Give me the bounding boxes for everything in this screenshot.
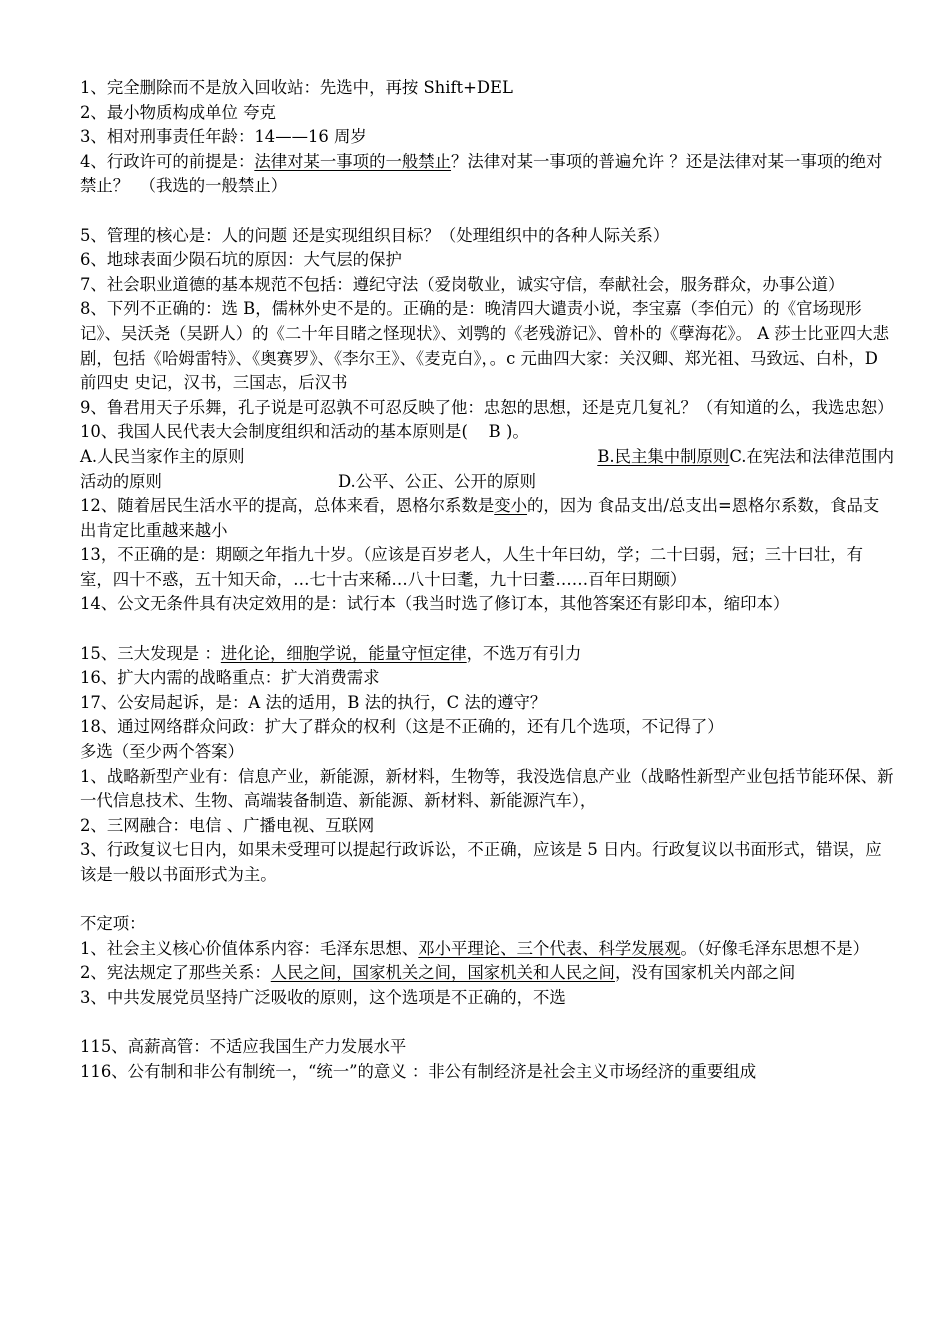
uncertain-item-2-underlined: 人民之间，国家机关之间，国家机关和人民之间 (270, 963, 615, 983)
blank-line (80, 888, 894, 913)
item-12-text-b: 的，因为 食品支出/总支出=恩格尔系数，食品支出肯定比重越来越小 (80, 496, 880, 540)
item-8: 8、下列不正确的：选 B，儒林外史不是的。正确的是：晚清四大谴责小说，李宝嘉（李伯元）的《官场现形记》、吴沃尧（吴趼人）的《二十年目睹之怪现状》、刘鹗的《老残游记》、曾朴的《孽海花》。 A 莎士比亚四大悲剧，包括《哈姆雷特》、《奥赛罗》、《李尔王》、《麦克白》，。c 元曲四大家：关汉卿、郑光祖、马致远、白朴，D 前四史 史记，汉书，三国志，后汉书 (80, 299, 889, 393)
blank-line (80, 617, 894, 642)
option-b-c (597, 445, 894, 470)
item-15 (80, 642, 894, 667)
item-7: 7、社会职业道德的基本规范不包括：遵纪守法（爱岗敬业，诚实守信，奉献社会，服务群众，办事公道） (80, 274, 845, 294)
item-12-text-a: 12、随着居民生活水平的提高，总体来看，恩格尔系数是 (80, 496, 495, 516)
item-15-text-b: ，不选万有引力 (466, 643, 582, 663)
item-12 (80, 494, 894, 543)
uncertain-item-1-text-a: 1、社会主义核心价值体系内容：毛泽东思想、 (80, 938, 419, 958)
uncertain-item-1 (80, 937, 894, 962)
item-3: 3、相对刑事责任年龄：14——16 周岁 (80, 127, 367, 147)
item-14: 14、公文无条件具有决定效用的是：试行本（我当时选了修订本，其他答案还有影印本，缩印本） (80, 594, 790, 614)
option-c: C.在宪法和法律范围内 (729, 446, 894, 466)
item-10-options-row-2 (80, 470, 894, 495)
item-10-options-row-1 (80, 445, 894, 470)
multi-item-3: 3、行政复议七日内，如果未受理可以提起行政诉讼，不正确，应该是 5 日内。行政复议以书面形式，错误，应该是一般以书面形式为主。 (80, 840, 882, 884)
uncertain-heading: 不定项： (80, 914, 146, 934)
item-13: 13，不正确的是：期颐之年指九十岁。（应该是百岁老人，人生十年曰幼，学；二十曰弱，冠；三十曰壮，有室，四十不惑，五十知天命，…七十古来稀…八十曰耄，九十曰耋……百年曰期颐） (80, 545, 864, 589)
blank-line (80, 1011, 894, 1036)
uncertain-item-2-text-b: ，没有国家机关内部之间 (614, 963, 796, 983)
item-15-underlined: 进化论，细胞学说，能量守恒定律 (220, 643, 467, 663)
item-2: 2、最小物质构成单位 夸克 (80, 102, 276, 122)
uncertain-item-2 (80, 961, 894, 986)
item-6: 6、地球表面少陨石坑的原因：大气层的保护 (80, 250, 402, 270)
uncertain-item-1-text-b: 。（好像毛泽东思想不是） (680, 938, 869, 958)
item-5: 5、管理的核心是：人的问题 还是实现组织目标？（处理组织中的各种人际关系） (80, 225, 670, 245)
item-115: 115、高薪高管：不适应我国生产力发展水平 (80, 1037, 407, 1057)
item-10: 10、我国人民代表大会制度组织和活动的基本原则是( B )。 (80, 422, 529, 442)
blank-line (80, 199, 894, 224)
option-c-cont: 活动的原则 (80, 471, 162, 491)
item-116: 116、公有制和非公有制统一，“统一”的意义 ：非公有制经济是社会主义市场经济的重要组成 (80, 1061, 757, 1081)
item-1: 1、完全删除而不是放入回收站：先选中，再按 Shift+DEL (80, 78, 513, 97)
item-4 (80, 150, 894, 199)
option-b: B.民主集中制原则 (597, 446, 730, 466)
item-4-underlined: 法律对某一事项的一般禁止 (254, 151, 452, 171)
item-4-text-b: ？法律对某一事项的普遍允许 ？还是法律对某一事项的绝对禁止？ （我选的一般禁止） (80, 151, 883, 196)
uncertain-item-3: 3、中共发展党员坚持广泛吸收的原则，这个选项是不正确的，不选 (80, 987, 566, 1007)
item-9: 9、鲁君用天子乐舞，孔子说是可忍孰不可忍反映了他：忠恕的思想，还是克几复礼？（有知道的么，我选忠恕） (80, 397, 894, 417)
item-12-underlined: 变小 (494, 496, 528, 516)
uncertain-item-2-text-a: 2、宪法规定了那些关系： (80, 963, 271, 983)
uncertain-item-1-underlined: 邓小平理论、三个代表、科学发展观 (418, 938, 681, 958)
item-16: 16、扩大内需的战略重点：扩大消费需求 (80, 668, 380, 688)
multi-item-2: 2、三网融合：电信 、广播电视、互联网 (80, 815, 375, 835)
multi-item-1: 1、战略新型产业有：信息产业，新能源，新材料，生物等，我没选信息产业（战略性新型产业包括节能环保、新一代信息技术、生物、高端装备制造、新能源、新材料、新能源汽车）， (80, 766, 894, 811)
multi-choice-heading: 多选（至少两个答案） (80, 742, 244, 762)
item-17: 17、公安局起诉，是：A 法的适用，B 法的执行，C 法的遵守？ (80, 692, 547, 712)
option-d: D.公平、公正、公开的原则 (338, 471, 537, 491)
option-a: A.人民当家作主的原则 (80, 446, 245, 466)
item-15-text-a: 15、三大发现是 ： (80, 643, 221, 663)
item-18: 18、通过网络群众问政：扩大了群众的权利（这是不正确的，还有几个选项，不记得了） (80, 717, 724, 737)
item-4-text-a: 4、行政许可的前提是： (80, 151, 255, 171)
